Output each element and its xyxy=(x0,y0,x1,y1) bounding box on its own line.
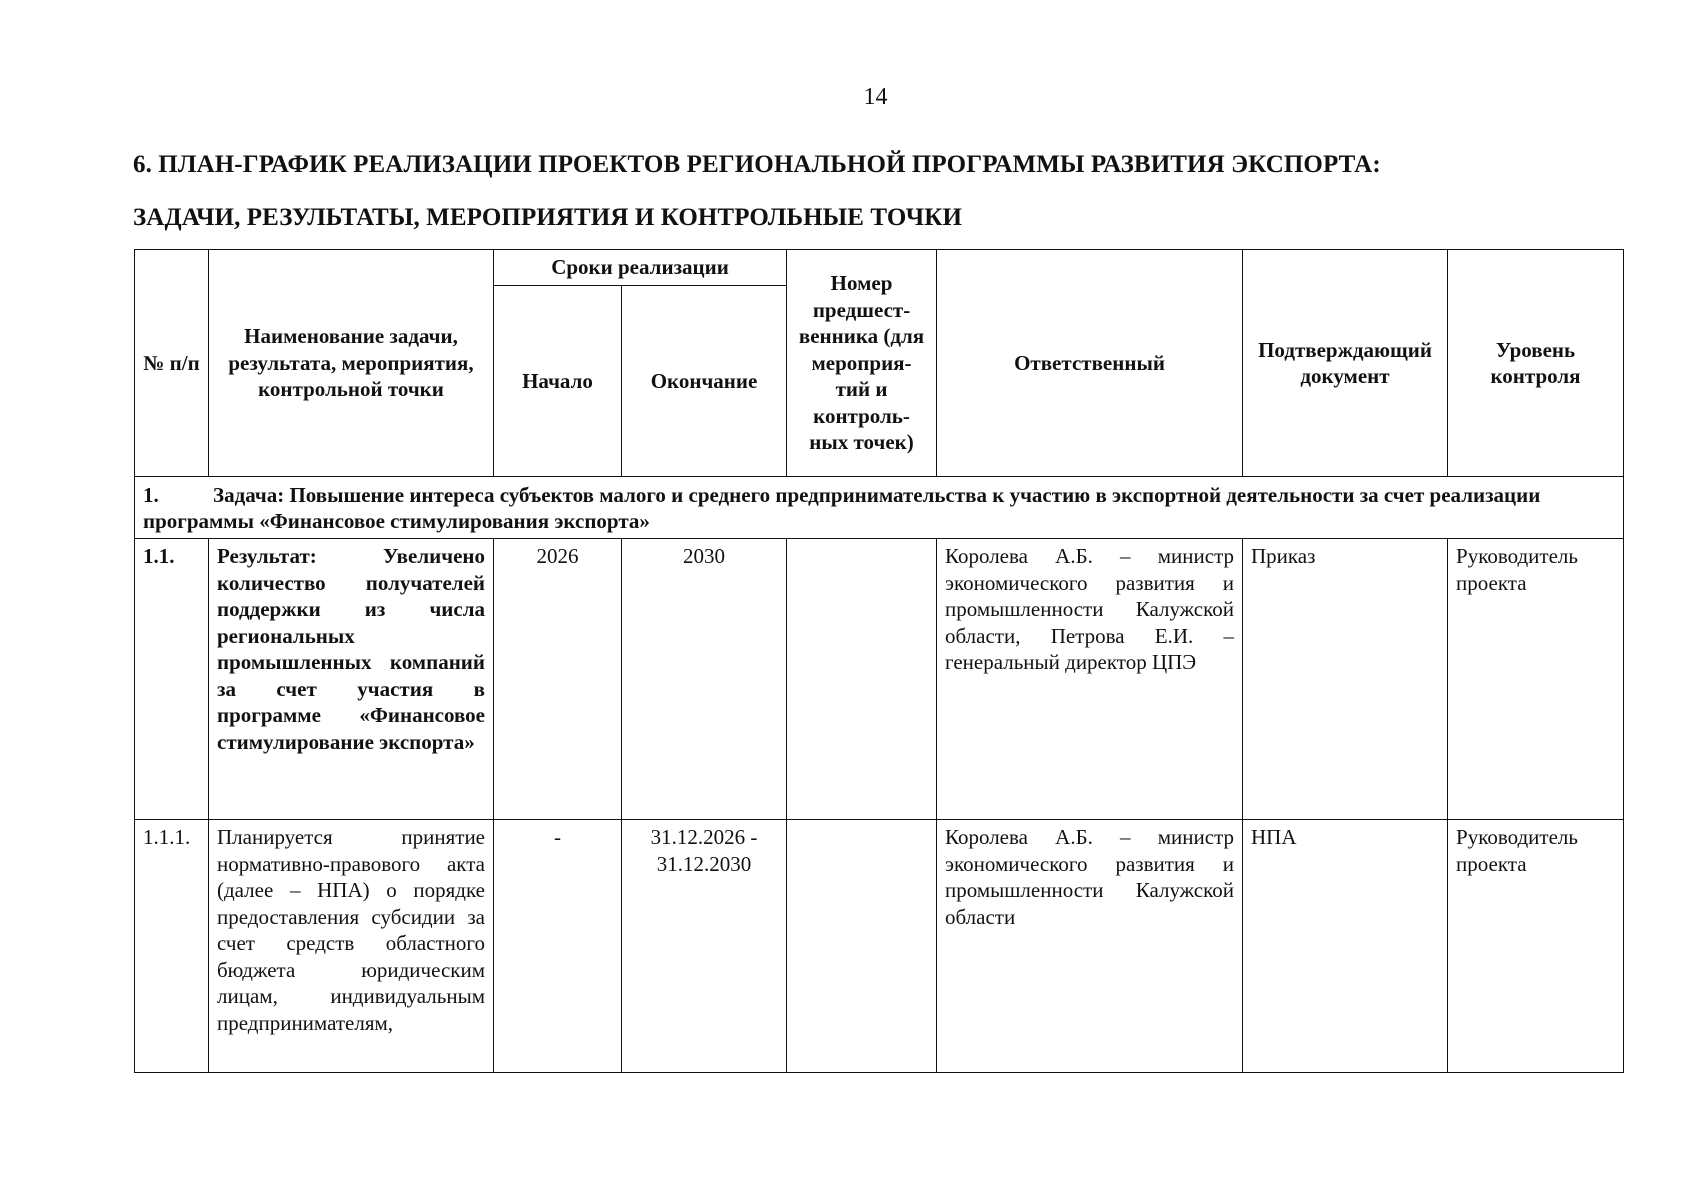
row-end: 31.12.2026 - 31.12.2030 xyxy=(622,820,787,1073)
row-document: Приказ xyxy=(1243,539,1448,820)
task-text: Задача: Повышение интереса субъектов малого и среднего предпринимательства к участию в экспортной деятельности за счет реализации программы «Финансовое стимулирования экспорта» xyxy=(143,483,1541,533)
header-predecessor: Номер предшест-венника (для мероприя-тий и контроль-ных точек) xyxy=(787,250,937,477)
task-row xyxy=(135,477,1624,539)
row-number: 1.1.1. xyxy=(135,820,209,1073)
row-end: 2030 xyxy=(622,539,787,820)
section-heading-line-2: ЗАДАЧИ, РЕЗУЛЬТАТЫ, МЕРОПРИЯТИЯ И КОНТРОЛЬНЫЕ ТОЧКИ xyxy=(133,204,963,231)
row-control: Руководитель проекта xyxy=(1448,820,1624,1073)
header-control: Уровень контроля xyxy=(1448,250,1624,477)
row-predecessor xyxy=(787,820,937,1073)
header-responsible: Ответственный xyxy=(937,250,1243,477)
row-responsible: Королева А.Б. – министр экономического развития и промышленности Калужской области, Петрова Е.И. – генеральный директор ЦПЭ xyxy=(937,539,1243,820)
section-heading xyxy=(133,138,1633,244)
row-control: Руководитель проекта xyxy=(1448,539,1624,820)
row-start: 2026 xyxy=(494,539,622,820)
row-document: НПА xyxy=(1243,820,1448,1073)
header-terms: Сроки реализации xyxy=(494,250,787,286)
row-responsible: Королева А.Б. – министр экономического развития и промышленности Калужской области xyxy=(937,820,1243,1073)
header-name: Наименование задачи, результата, мероприятия, контрольной точки xyxy=(209,250,494,477)
row-start: - xyxy=(494,820,622,1073)
row-predecessor xyxy=(787,539,937,820)
row-name: Планируется принятие нормативно-правового акта (далее – НПА) о порядке предоставления субсидии за счет средств областного бюджета юридическим лицам, индивидуальным предпринимателям, xyxy=(209,820,494,1073)
row-number: 1.1. xyxy=(135,539,209,820)
table-row xyxy=(135,820,1624,1073)
page-number: 14 xyxy=(863,84,888,110)
header-document: Подтверждающий документ xyxy=(1243,250,1448,477)
header-number: № п/п xyxy=(135,250,209,477)
header-end: Окончание xyxy=(622,286,787,477)
table-row xyxy=(135,539,1624,820)
header-start: Начало xyxy=(494,286,622,477)
task-number: 1. xyxy=(143,483,159,507)
plan-schedule-table xyxy=(134,249,1624,1073)
section-heading-line-1: 6. ПЛАН-ГРАФИК РЕАЛИЗАЦИИ ПРОЕКТОВ РЕГИОНАЛЬНОЙ ПРОГРАММЫ РАЗВИТИЯ ЭКСПОРТА: xyxy=(133,151,1381,178)
row-name: Результат: Увеличено количество получателей поддержки из числа региональных промышленных компаний за счет участия в программе «Финансовое стимулирование экспорта» xyxy=(209,539,494,820)
